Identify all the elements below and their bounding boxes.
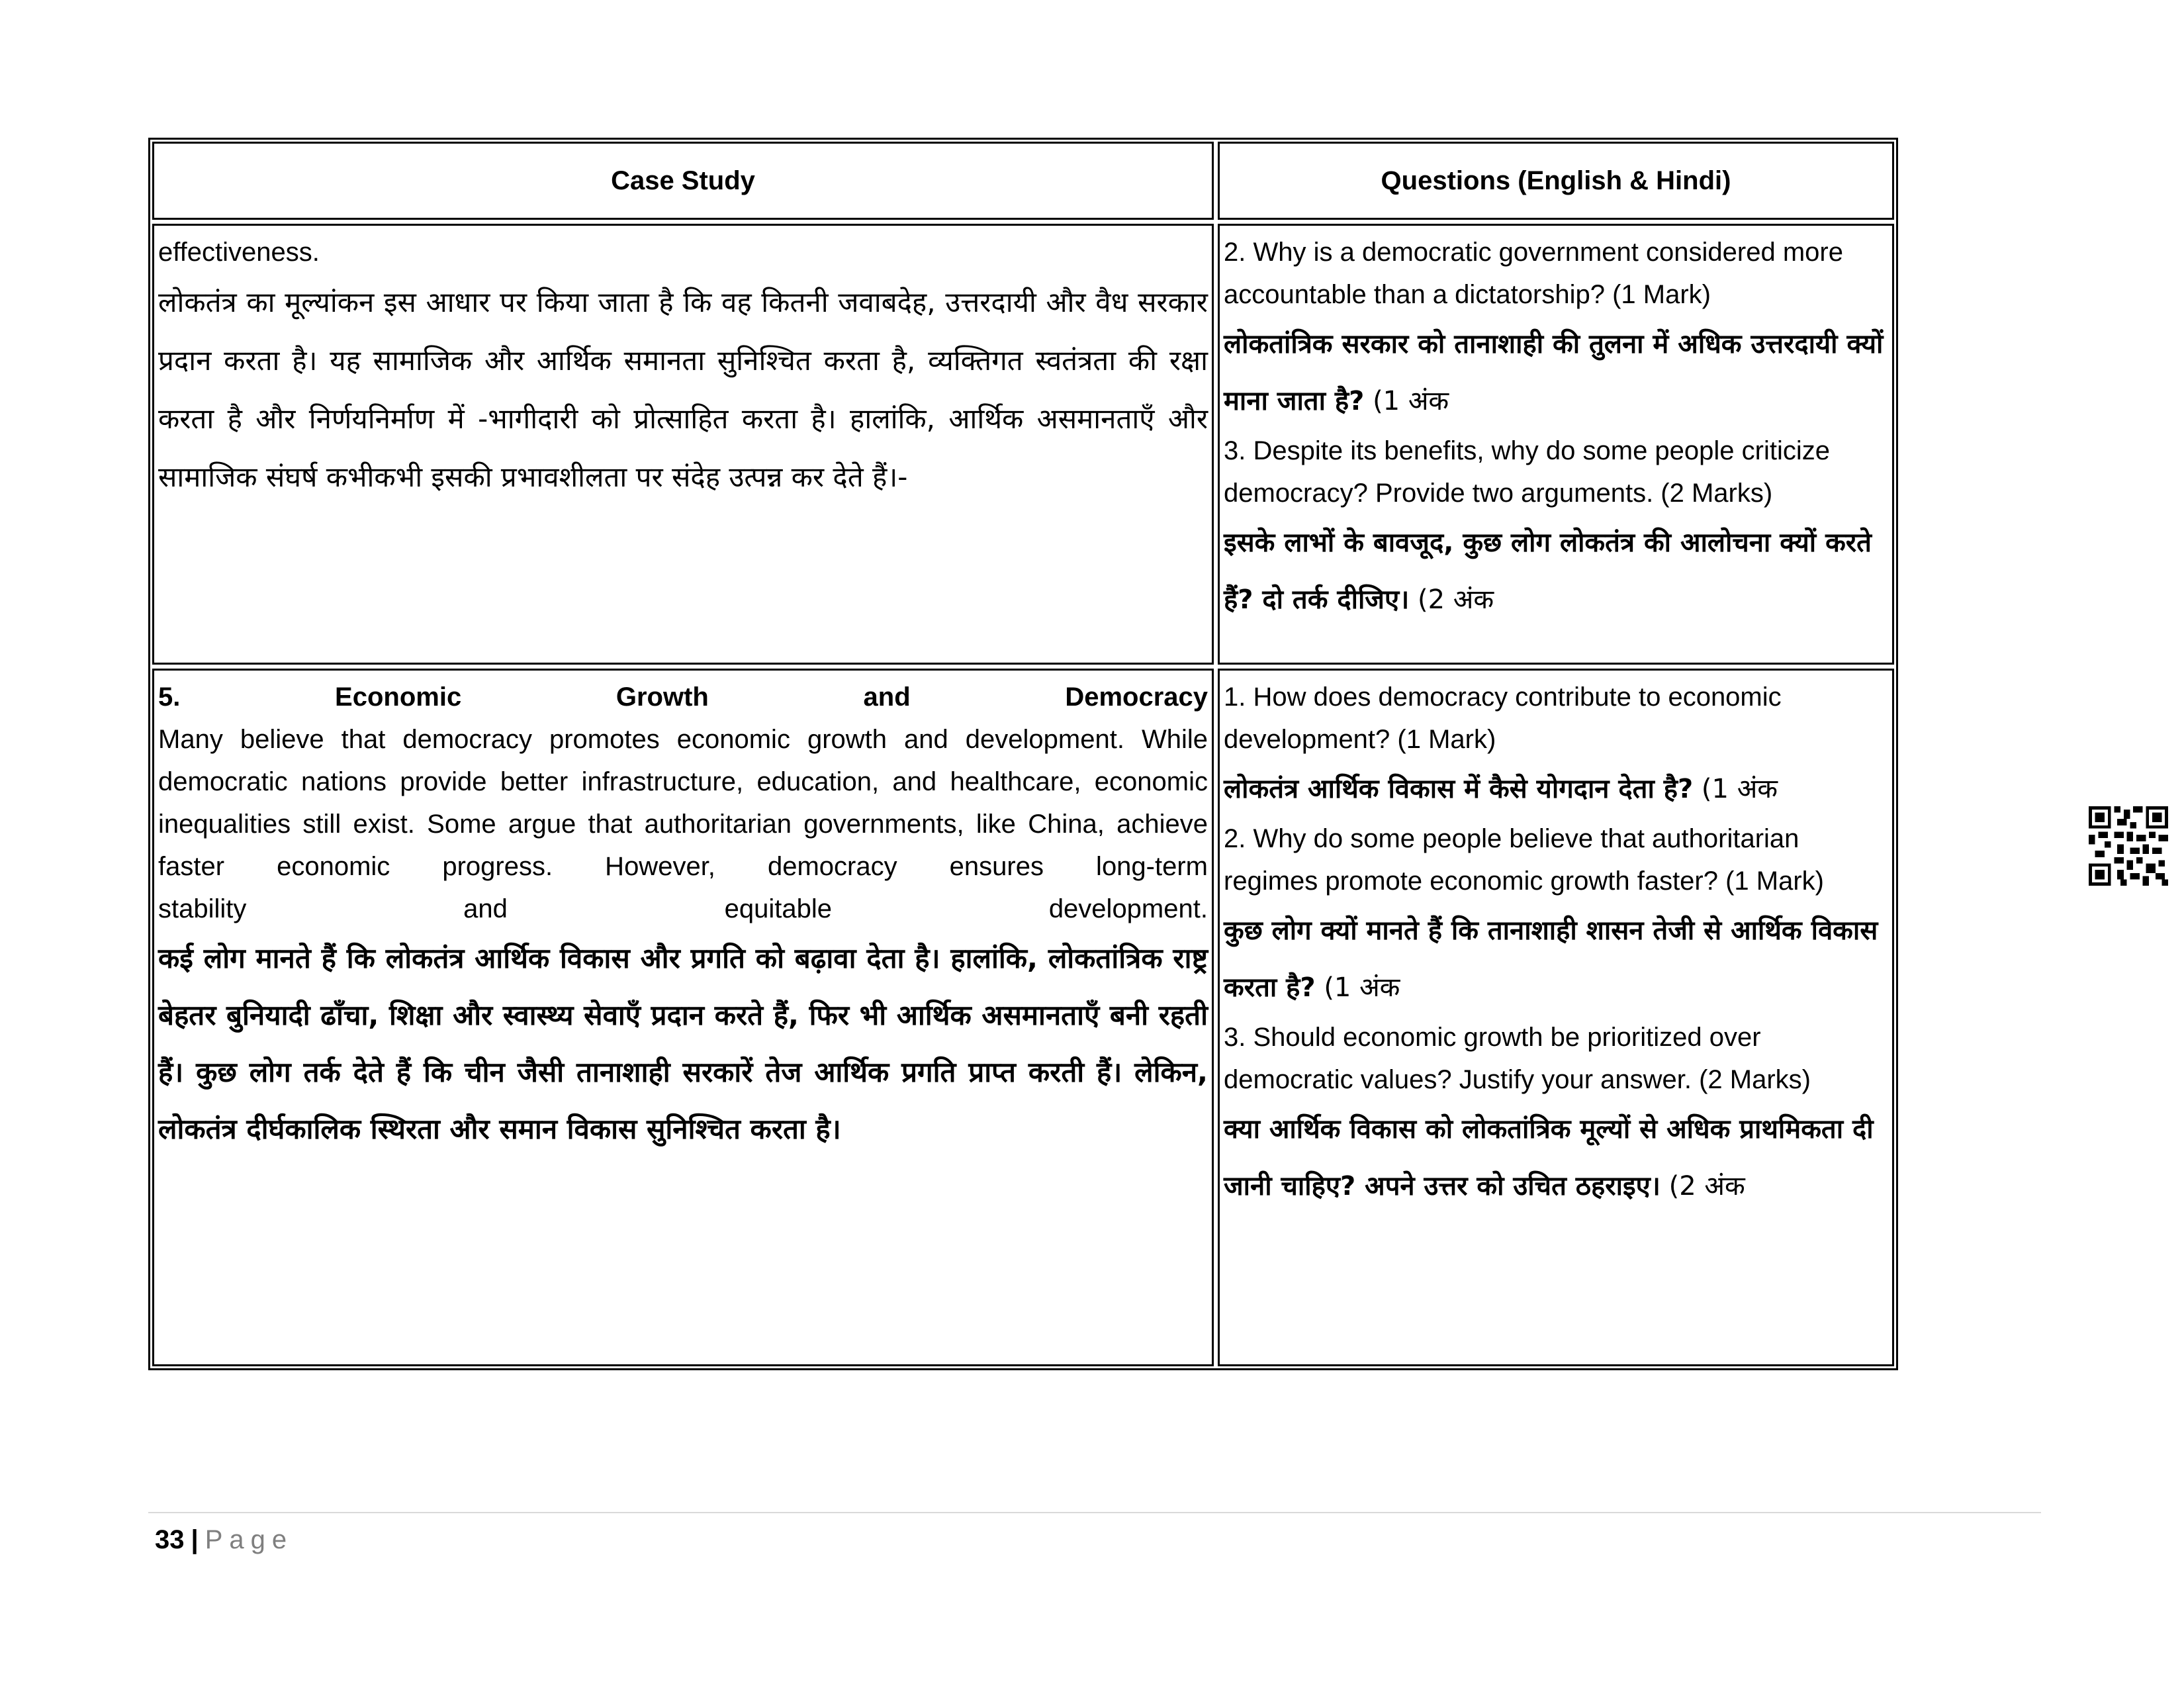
- header-case-study: Case Study: [152, 142, 1214, 220]
- row1-case-english: effectiveness.: [158, 238, 320, 267]
- row1-questions-cell: [1218, 224, 1894, 665]
- case-study-table: [148, 138, 1898, 1370]
- question-hindi: इसके लाभों के बावजूद, कुछ लोग लोकतंत्र की आलोचना क्यों करते हैं? दो तर्क दीजिए। (2 अंक: [1224, 528, 1872, 615]
- row2-case-hindi: कई लोग मानते हैं कि लोकतंत्र आर्थिक विकास और प्रगति को बढ़ावा देता है। हालांकि, लोकतांत्रिक राष्ट्र बेहतर बुनियादी ढाँचा, शिक्षा और स्वास्थ्य सेवाएँ प्रदान करते हैं, फिर भी आर्थिक असमानताएँ बनी रहती हैं। कुछ लोग तर्क देते हैं कि चीन जैसी तानाशाही सरकारें तेज आर्थिक प्रगति प्राप्त करती हैं। लेकिन, लोकतंत्र दीर्घकालिक स्थिरता और समान विकास सुनिश्चित करता है।: [158, 942, 1208, 1145]
- question-hindi: लोकतंत्र आर्थिक विकास में कैसे योगदान देता है? (1 अंक: [1224, 774, 1778, 804]
- footer-divider: [148, 1512, 2041, 1513]
- row1-case-cell: [152, 224, 1214, 665]
- qr-code-icon: [2089, 806, 2168, 886]
- question-english: 2. Why is a democratic government considered more accountable than a dictatorship? (1 Mark): [1224, 238, 1843, 309]
- page-label: Page: [205, 1525, 294, 1554]
- question-english: 1. How does democracy contribute to economic development? (1 Mark): [1224, 682, 1782, 754]
- row2-questions-cell: [1218, 669, 1894, 1366]
- header-questions: Questions (English & Hindi): [1218, 142, 1894, 220]
- page-number: 33: [155, 1525, 185, 1554]
- row1-case-hindi: लोकतंत्र का मूल्यांकन इस आधार पर किया जाता है कि वह कितनी जवाबदेह, उत्तरदायी और वैध सरकार प्रदान करता है। यह सामाजिक और आर्थिक समानता सुनिश्चित करता है, व्यक्तिगत स्वतंत्रता की रक्षा करता है और निर्णयनिर्माण में -भागीदारी को प्रोत्साहित करता है। हालांकि, आर्थिक असमानताएँ और सामाजिक संघर्ष कभीकभी इसकी प्रभावशीलता पर संदेह उत्पन्न कर देते हैं।-: [158, 286, 1208, 493]
- row2-case-english: Many believe that democracy promotes economic growth and development. While democratic nations provide better infrastructure, education, and healthcare, economic inequalities still exist. Some argue that authoritarian governments, like China, achieve faster economic progress. However, democracy ensures long-term: [158, 725, 1208, 881]
- row2-case-english-last-line: stability and equitable development.: [158, 894, 1208, 923]
- case-title: 5. Economic Growth and Democracy: [158, 682, 1208, 712]
- question-hindi: क्या आर्थिक विकास को लोकतांत्रिक मूल्यों से अधिक प्राथमिकता दी जानी चाहिए? अपने उत्तर को उचित ठहराइए। (2 अंक: [1224, 1114, 1874, 1201]
- question-english: 3. Should economic growth be prioritized over democratic values? Justify your answer. (2 Marks): [1224, 1023, 1811, 1094]
- page-footer: [155, 1521, 293, 1558]
- question-english: 2. Why do some people believe that authoritarian regimes promote economic growth faster? (1 Mark): [1224, 824, 1824, 896]
- question-hindi: कुछ लोग क्यों मानते हैं कि तानाशाही शासन तेजी से आर्थिक विकास करता है? (1 अंक: [1224, 915, 1878, 1003]
- question-english: 3. Despite its benefits, why do some people criticize democracy? Provide two arguments. (2 Marks): [1224, 436, 1830, 508]
- question-hindi: लोकतांत्रिक सरकार को तानाशाही की तुलना में अधिक उत्तरदायी क्यों माना जाता है? (1 अंक: [1224, 329, 1884, 416]
- footer-separator: |: [191, 1525, 199, 1554]
- row2-case-cell: [152, 669, 1214, 1366]
